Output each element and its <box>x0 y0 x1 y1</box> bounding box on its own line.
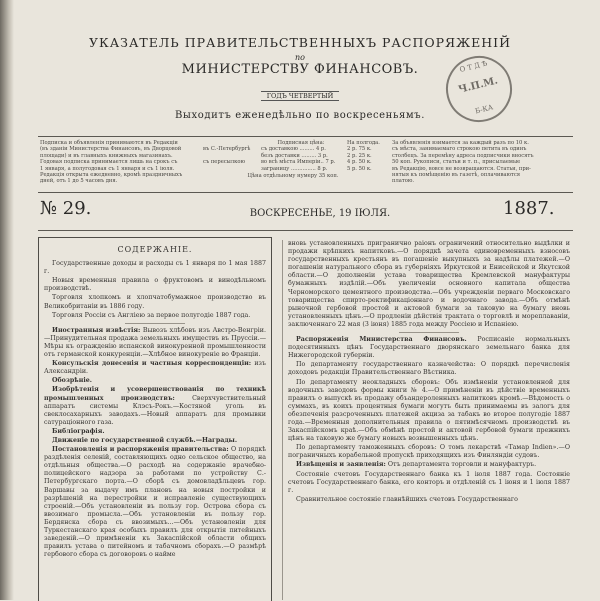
contents-section: Библіографія. <box>52 427 105 435</box>
contents-section: Состояніе счетовъ Государственнаго банка къ 1 іюля 1887 года. Состояніе счетовъ Государственнаго банка, его конторъ и отдѣленій съ 1 іюня и 1 іюля 1887 г. <box>288 470 570 494</box>
column-divider <box>282 240 283 600</box>
contents-section: Обозрѣніе. <box>52 377 92 385</box>
contents-item: Торговля Россіи съ Англіею за первое полугодіе 1887 года. <box>52 311 251 319</box>
masthead-subtitle: по <box>295 53 305 62</box>
issue-number: № 29. <box>40 198 92 219</box>
contents-section: Распоряженія Министерства Финансовъ. Росписаніе нормальныхъ подесятинныхъ цѣнъ Государственнаго дворянскаго земельнаго банка для Нижегородской губерніи. <box>288 336 570 360</box>
library-stamp: О Т Д Ѣ Ч.П.М. Б-КА <box>439 49 519 129</box>
issue-rule-bottom <box>38 230 573 231</box>
contents-section: По департаменту государственнаго казначейства: О порядкѣ перечисленія доходовъ редакціи Правительственнаго Вѣстника. <box>288 361 570 377</box>
contents-section: По департаменту неокладныхъ сборовъ: Объ измѣненіи установленной для водочныхъ заводовъ формы книги № 4.—О примѣненіи въ дѣйствіе временныхъ правилъ о выпускѣ въ продажу объандероленныхъ напитковъ кромѣ.—Вѣдомость о суммахъ, въ коихъ процентныя бумаги могутъ быть принимаемы въ залогъ для обезпеченія разсроченныхъ платежей акциза за табакъ во второе полугодіе 1887 года.—Временныя дополнительныя правила о пятимѣсячномъ производствѣ въ Закаспійскомъ краѣ.—Объ обмѣнѣ простой и актовой гербовой бумаги прежнихъ цѣнъ на таковую же бумагу новыхъ возвышенныхъ цѣнъ. <box>288 378 570 443</box>
contents-section: Изобрѣтенія и усовершенствованія по техникѣ промышленных производствъ: Сверхчувствительный аппаратъ системы Клэсъ-Рокъ.—Костяной уголь въ свеклосахарныхъ заводахъ.—Новый аппаратъ для промывки сатураціонного газа. <box>44 386 266 426</box>
contents-section: Иностранныя извѣстія: Вывозъ хлѣбовъ изъ Австро-Венгріи.—Принудительная продажа земельныхъ имуществъ въ Пруссіи.—Мѣры къ огражденію испанской винокуренной промышленности отъ германской конкуренціи.—Хлѣбное винокуреніе во Франціи. <box>44 326 266 359</box>
contents-section: Постановленія и распоряженія правительства: О порядкѣ раздѣленія селеній, составляющихъ одно сельское общество, на отдѣльныя общества.—О расходѣ на содержаніе врачебно-полицейского надзора за работами по устройству С.-Петербургскаго порта.—О сборѣ съ домовладѣльцевъ гор. Варшавы за выдачу имъ плановъ на новыя постройки и разрѣшеній на перестройки и исправленіе существующихъ строеній.—Объ установленіи въ пользу гор. Острова сбора съ ввозимаго промысла.—Объ установленіи въ пользу гор. Бердянска сбора съ ввозимыхъ...—Объ установленіи для Туркестанскаго края особыхъ правилъ для открытія питейныхъ заведеній.—О примѣненіи къ Закаспійской области общихъ правилъ устава о питейномъ и табачномъ сборахъ.—О размѣрѣ гербового сбора съ договоровъ о найме <box>44 446 266 559</box>
section-separator <box>399 332 459 333</box>
subscription-prices: въ С.-Петербургѣ съ пересылкою Подписная цѣна: съ доставкою ......... 4 р. безъ доставки ......... 3 р. во всѣ мѣста Имперіи.. 7 р. заграницу ............... 8 р. На полгода. 2 р. 75 к. 2 р. 25 к. 4 р. 50 к. 5 р. 50 к. Цѣна отдѣльному нумеру 35 коп. <box>203 140 380 180</box>
masthead-ministry: МИНИСТЕРСТВУ ФИНАНСОВЪ. <box>181 62 419 77</box>
contents-heading: СОДЕРЖАНІЕ. <box>117 245 193 254</box>
top-rule <box>38 136 573 137</box>
issue-rule-top <box>38 192 573 193</box>
contents-item: Новыя временныя правила о фруктовомъ и винодѣльномъ производствѣ. <box>44 277 266 293</box>
contents-item: Торговля хлопкомъ и хлопчатобумажное производство въ Великобританіи въ 1886 году. <box>44 294 266 310</box>
contents-section: Консульскія донесенія и частныя корреспонденціи: изъ Александріи. <box>44 360 266 376</box>
contents-item: Государственные доходы и расходы съ 1 января по 1 мая 1887 г. <box>44 260 266 276</box>
masthead-weekly: Выходитъ еженедѣльно по воскресеньямъ. <box>174 110 426 121</box>
right-column <box>288 240 570 505</box>
subscription-info-left: Подписка и объявленія принимаются въ Редакціи (въ зданіи Министерства Финансовъ, въ Дворцовой площади) и въ главныхъ книжныхъ магазинахъ. Годовая подписка принимается лишь на срокъ съ 1 января, а полугодовая съ 1 января и съ 1 іюля. Редакція открыта ежедневно, кромѣ праздничныхъ дней, отъ 1 до 5 часовъ дня. <box>40 140 183 185</box>
contents-section: Извѣщенія и заявленія: Отъ департамента торговли и мануфактуръ. <box>296 461 537 469</box>
section-separator <box>125 323 185 324</box>
issue-year: 1887. <box>503 198 555 219</box>
issue-date: ВОСКРЕСЕНЬЕ, 19 ІЮЛЯ. <box>249 208 391 219</box>
masthead-title: УКАЗАТЕЛЬ ПРАВИТЕЛЬСТВЕННЫХЪ РАСПОРЯЖЕНІЙ <box>88 35 512 50</box>
page-spine <box>0 0 14 600</box>
contents-section: Сравнительное состояніе главнѣйшихъ счетовъ Государственнаго <box>296 495 518 503</box>
contents-section: По департаменту таможенныхъ сборовъ: О томъ лекарствѣ «Тамар Indien».—О пограничныхъ корабельной пропускѣ приходящихъ изъ Финляндіи судовъ. <box>288 444 570 460</box>
left-column <box>44 242 266 560</box>
contents-item: вновь установленныхъ пригранично раіонъ ограничений относительно выдѣлки и продажи крѣпкихъ напитковъ.—О порядкѣ зачета единовременныхъ взносовъ государственныхъ крестьянъ въ погашеніе выкупныхъ за надѣлы платежей.—О погашеніи натурального сбора въ губерніяхъ Иркутской и Енисейской и Якутской области.—О дополненіи устава товарищества Кремлевской мануфактуры бумажныхъ издѣлій.—Объ увеличеніи основного капитала общества Черноморского цементного производства.—Объ учрежденіи перваго Московскаго товарищества спирто-ректификаціоннаго и водочнаго завода.—Объ отмѣнѣ рыночной гербовой простой и актовой бумаги за таковую на бумагу вновь установленныхъ цѣнъ.—О продленіи дѣйствія трактата о торговлѣ и мореплаваніи, заключеннаго 22 мая (3 іюня) 1885 года между Россіею и Испаніею. <box>288 240 570 328</box>
masthead-year: ГОДЪ ЧЕТВЕРТЫЙ <box>60 91 540 101</box>
subscription-info-right: За объявленія взимается за каждый разъ по 10 к. съ мѣста, занимаемаго строкою петита въ одинъ столбецъ. За перемѣну адреса подписчики вносятъ 50 коп. Рукописи, статьи и т. п., присылаемые въ Редакцію, вовсе не возвращаются. Статьи, при- нятыя къ помѣщенію въ газетѣ, оплачиваются платою. <box>392 140 534 185</box>
contents-section: Движеніе по государственной службѣ.—Награды. <box>52 436 238 444</box>
